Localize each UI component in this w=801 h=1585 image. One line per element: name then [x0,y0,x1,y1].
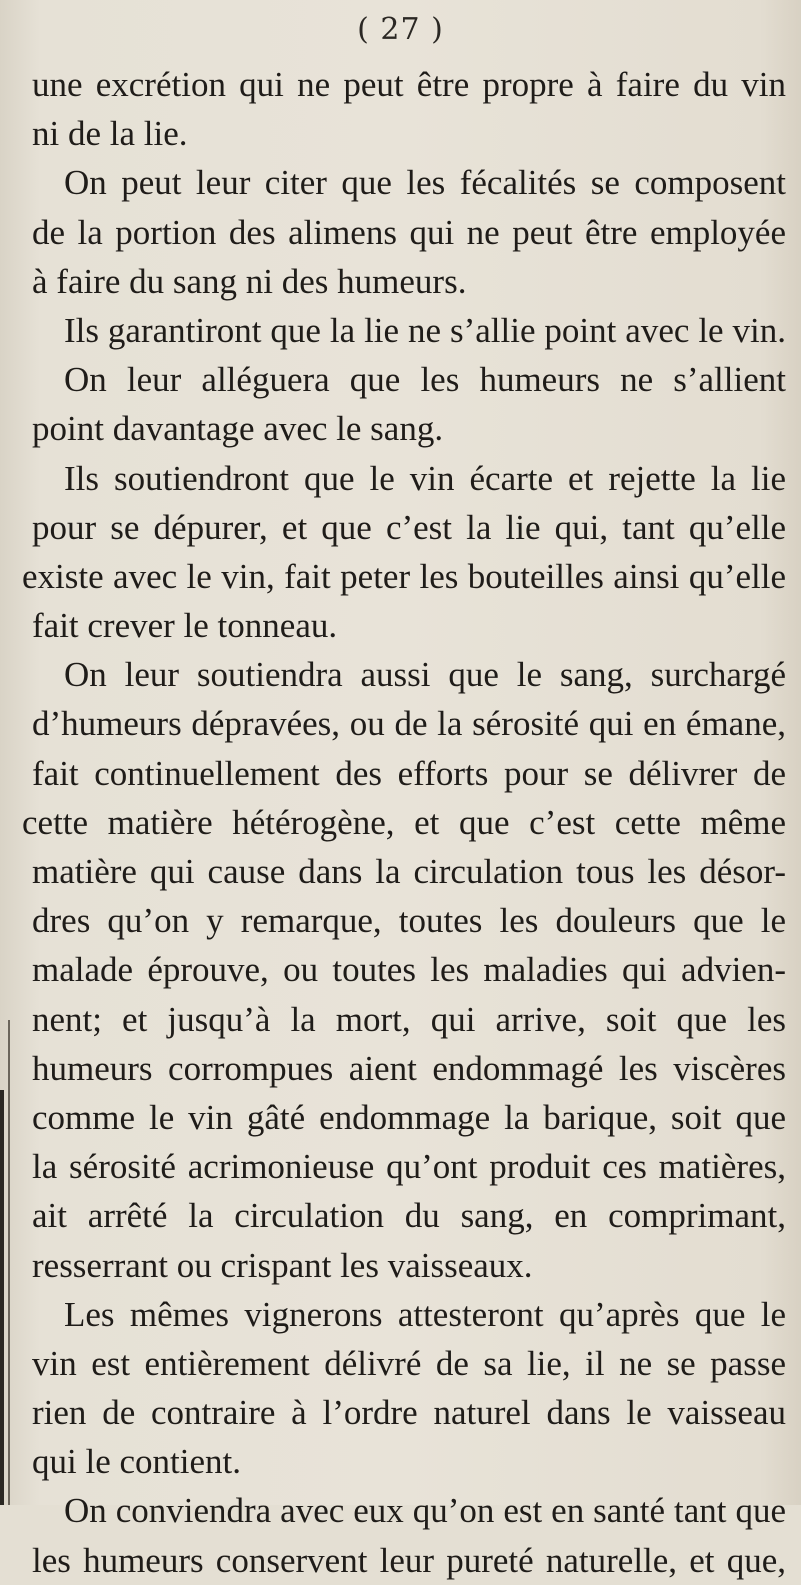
text-line: ni de la lie. [32,114,188,154]
text-line: une excrétion qui ne peut être propre à faire du vin [32,65,786,104]
text-line: à faire du sang ni des humeurs. [32,261,467,301]
text-line: qui le contient. [32,1442,241,1482]
text-line: On leur alléguera que les humeurs ne s’allient [64,360,786,400]
text-line: Ils garantiront que la lie ne s’allie point avec le vin. [64,310,786,350]
text-line: ait arrêté la circulation du sang, en comprimant, [32,1196,786,1236]
page-number: ( 27 ) [357,12,444,47]
text-line: pour se dépurer, et que c’est la lie qui, tant qu’elle [32,507,786,547]
body-text [18,60,786,1585]
page-binding-shadow [0,1090,4,1505]
text-line: les humeurs conservent leur pureté naturelle, et que, [32,1540,786,1580]
text-line: Ils soutiendront que le vin écarte et rejette la lie [64,458,786,498]
text-line: existe avec le vin, fait peter les bouteilles ainsi qu’elle [22,556,786,596]
text-line: resserrant ou crispant les vaisseaux. [32,1245,533,1285]
text-line: la sérosité acrimonieuse qu’ont produit ces matières, [32,1147,786,1187]
text-line: fait continuellement des efforts pour se délivrer de [32,753,786,793]
text-line: d’humeurs dépravées, ou de la sérosité qui en émane, [32,704,786,744]
text-line: fait crever le tonneau. [32,606,338,646]
text-line: On leur soutiendra aussi que le sang, surchargé [64,655,786,695]
text-line: malade éprouve, ou toutes les maladies qui advien- [32,950,786,990]
text-line: humeurs corrompues aient endommagé les viscères [32,1048,786,1088]
text-line: dres qu’on y remarque, toutes les douleurs que le [32,901,786,941]
text-line: rien de contraire à l’ordre naturel dans le vaisseau [32,1393,786,1433]
page-binding-edge [8,1020,10,1505]
text-line: nent; et jusqu’à la mort, qui arrive, soit que les [32,999,786,1039]
text-line: On peut leur citer que les fécalités se composent [64,163,786,203]
text-line: vin est entièrement délivré de sa lie, il ne se passe [32,1343,786,1383]
text-line: On conviendra avec eux qu’on est en santé tant que [64,1491,786,1531]
text-line: matière qui cause dans la circulation tous les désor- [32,852,786,891]
text-line: point davantage avec le sang. [32,409,444,449]
text-line: Les mêmes vignerons attesteront qu’après que le [64,1294,786,1334]
text-line: cette matière hétérogène, et que c’est cette même [22,802,786,842]
text-line: comme le vin gâté endommage la barique, soit que [32,1097,786,1137]
text-line: de la portion des alimens qui ne peut être employée [32,212,786,252]
